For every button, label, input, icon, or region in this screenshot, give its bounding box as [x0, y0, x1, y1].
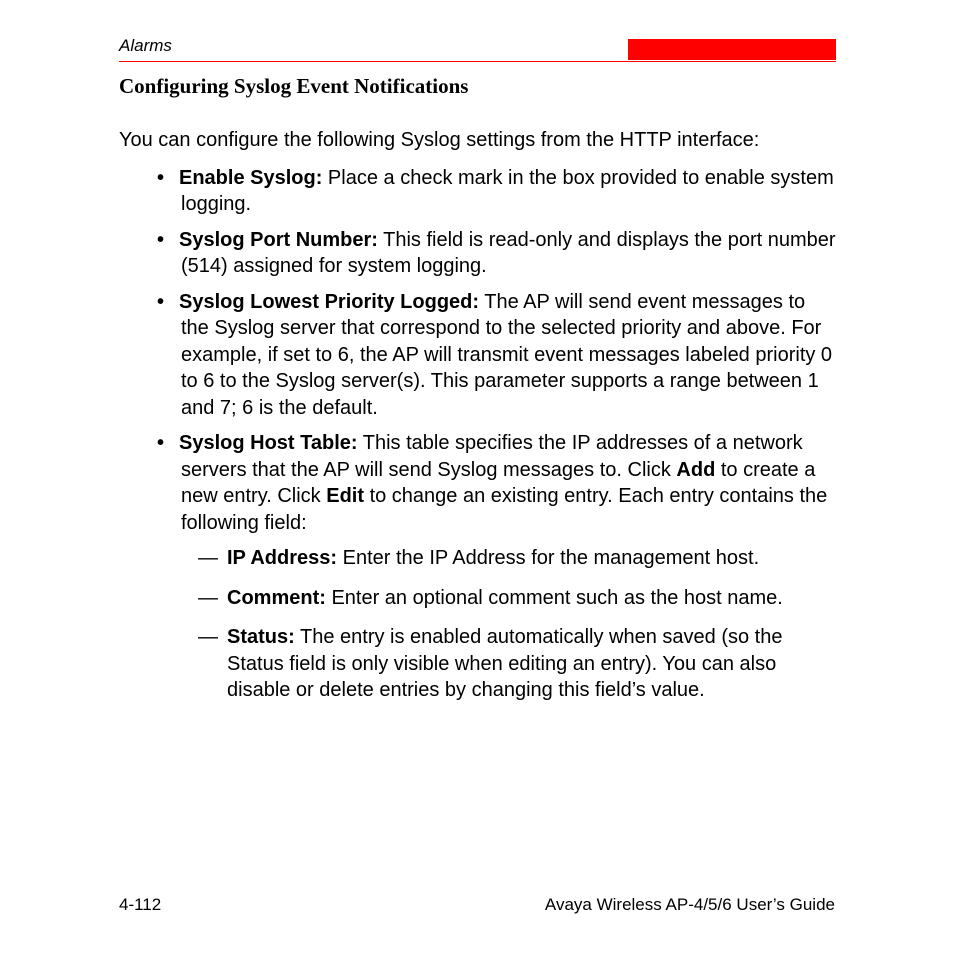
- book-title: Avaya Wireless AP-4/5/6 User’s Guide: [544, 895, 835, 914]
- bullet-text: The AP will send event messages to the Syslog server that correspond to the selected priority and above. For example, if set to 6, the AP will transmit event messages labeled priority 0 to 6 to the Syslog server(s). This parameter supports a range between 1 and 7; 6 is the default.: [181, 290, 833, 419]
- bullet-term: Syslog Host Table:: [179, 432, 358, 454]
- page-number: 4-112: [119, 895, 162, 914]
- dash-marker: —: [198, 586, 218, 609]
- bullet-text: to change an existing entry. Each entry contains the following field:: [181, 485, 828, 534]
- dash-marker: —: [198, 547, 218, 569]
- subitem-text: The entry is enabled automatically when saved (so the Status field is only visible when editing an entry). You can also disable or delete entries by changing this field’s value.: [227, 626, 783, 701]
- subitem-term: Comment:: [227, 586, 326, 609]
- bullet-marker: •: [157, 166, 165, 189]
- bullet-text: This field is read-only and displays the port number (514) assigned for system logging.: [181, 228, 836, 277]
- bullet-term: Enable Syslog:: [179, 166, 323, 189]
- dash-marker: —: [198, 626, 218, 648]
- bullet-syslog-lowest-priority: [119, 289, 836, 422]
- running-head: Alarms: [119, 36, 172, 55]
- subitem-status: [119, 624, 836, 704]
- bullet-bold-add: Add: [676, 458, 716, 481]
- subitem-text: Enter the IP Address for the management host.: [337, 547, 760, 569]
- section-title: Configuring Syslog Event Notifications: [119, 74, 469, 98]
- bullet-term: Syslog Lowest Priority Logged:: [179, 290, 480, 313]
- subitem-term: Status:: [227, 626, 295, 648]
- bullet-enable-syslog: [119, 165, 836, 218]
- subitem-term: IP Address:: [227, 547, 338, 569]
- bullet-bold-edit: Edit: [326, 485, 365, 507]
- subitem-ip-address: [119, 545, 836, 572]
- body-content: [119, 127, 836, 717]
- header-accent-bar: [628, 39, 836, 60]
- intro-paragraph: You can configure the following Syslog settings from the HTTP interface:: [119, 129, 760, 151]
- bullet-term: Syslog Port Number:: [179, 228, 378, 251]
- header-rule: [119, 61, 836, 62]
- bullet-text: This table specifies the IP addresses of a network servers that the AP will send Syslog messages to. Click: [181, 432, 803, 481]
- bullet-text: to create a new entry. Click: [181, 458, 816, 507]
- subitem-comment: [119, 585, 836, 612]
- subitem-text: Enter an optional comment such as the host name.: [325, 586, 783, 609]
- bullet-marker: •: [157, 432, 165, 454]
- bullet-marker: •: [157, 228, 165, 251]
- bullet-syslog-host-table: [119, 430, 836, 536]
- bullet-syslog-port-number: [119, 227, 836, 280]
- bullet-text: Place a check mark in the box provided to enable system logging.: [181, 166, 834, 215]
- bullet-marker: •: [157, 290, 165, 313]
